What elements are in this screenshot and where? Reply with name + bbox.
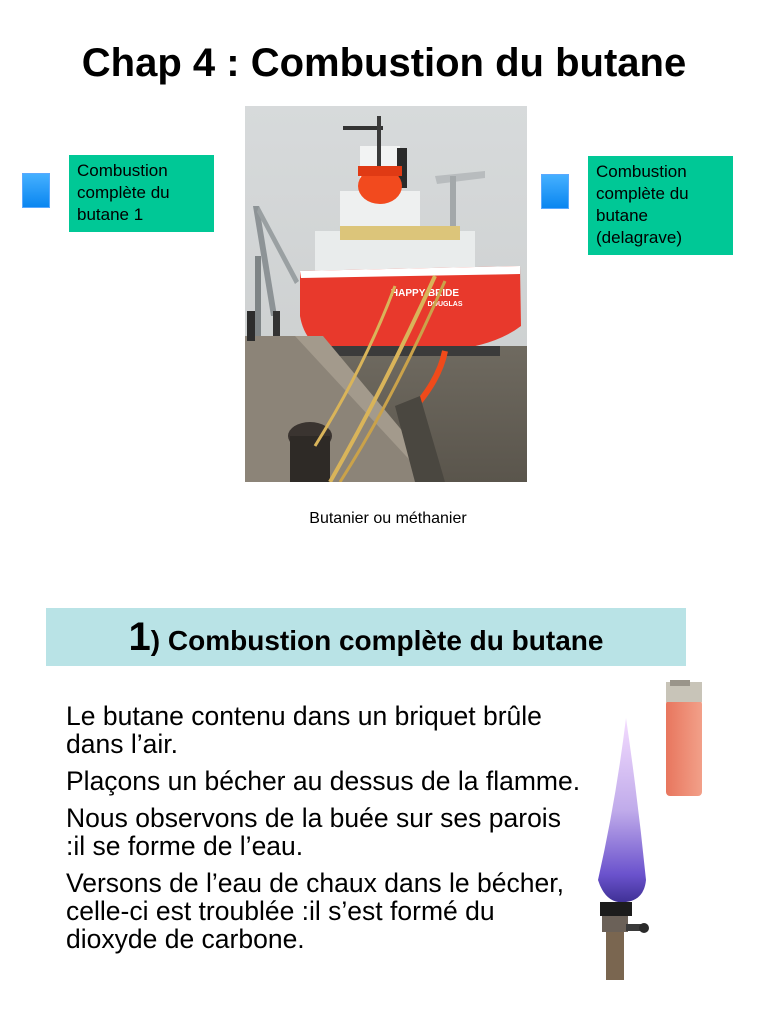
image-caption: Butanier ou méthanier	[309, 510, 467, 527]
right-link-box[interactable]: Combustion complète du butane (delagrave)	[588, 156, 733, 255]
section-number: 1	[128, 615, 151, 659]
body-text	[66, 702, 586, 962]
paragraph: Versons de l’eau de chaux dans le bécher, celle-ci est troublée :il s’est formé du dioxyde de carbone.	[66, 868, 564, 954]
lighter-flame-illustration	[586, 680, 710, 980]
right-link-button[interactable]	[541, 174, 569, 209]
section-heading	[46, 608, 686, 666]
ship-illustration	[245, 106, 527, 482]
hull-port-text: DOUGLAS	[427, 301, 463, 308]
paragraph: Le butane contenu dans un briquet brûle dans l’air.	[66, 701, 542, 759]
page-title: Chap 4 : Combustion du butane	[81, 41, 687, 85]
paragraph: Nous observons de la buée sur ses parois :il se forme de l’eau.	[66, 803, 561, 861]
ship-photo	[245, 106, 527, 482]
section-title: ) Combustion complète du butane	[150, 625, 604, 656]
lighter-flame-photo	[586, 680, 710, 980]
left-link-box[interactable]: Combustion complète du butane 1	[69, 155, 214, 232]
left-link-button[interactable]	[22, 173, 50, 208]
hull-name-text: HAPPY BRIDE	[390, 288, 460, 299]
paragraph: Plaçons un bécher au dessus de la flamme.	[66, 766, 581, 796]
